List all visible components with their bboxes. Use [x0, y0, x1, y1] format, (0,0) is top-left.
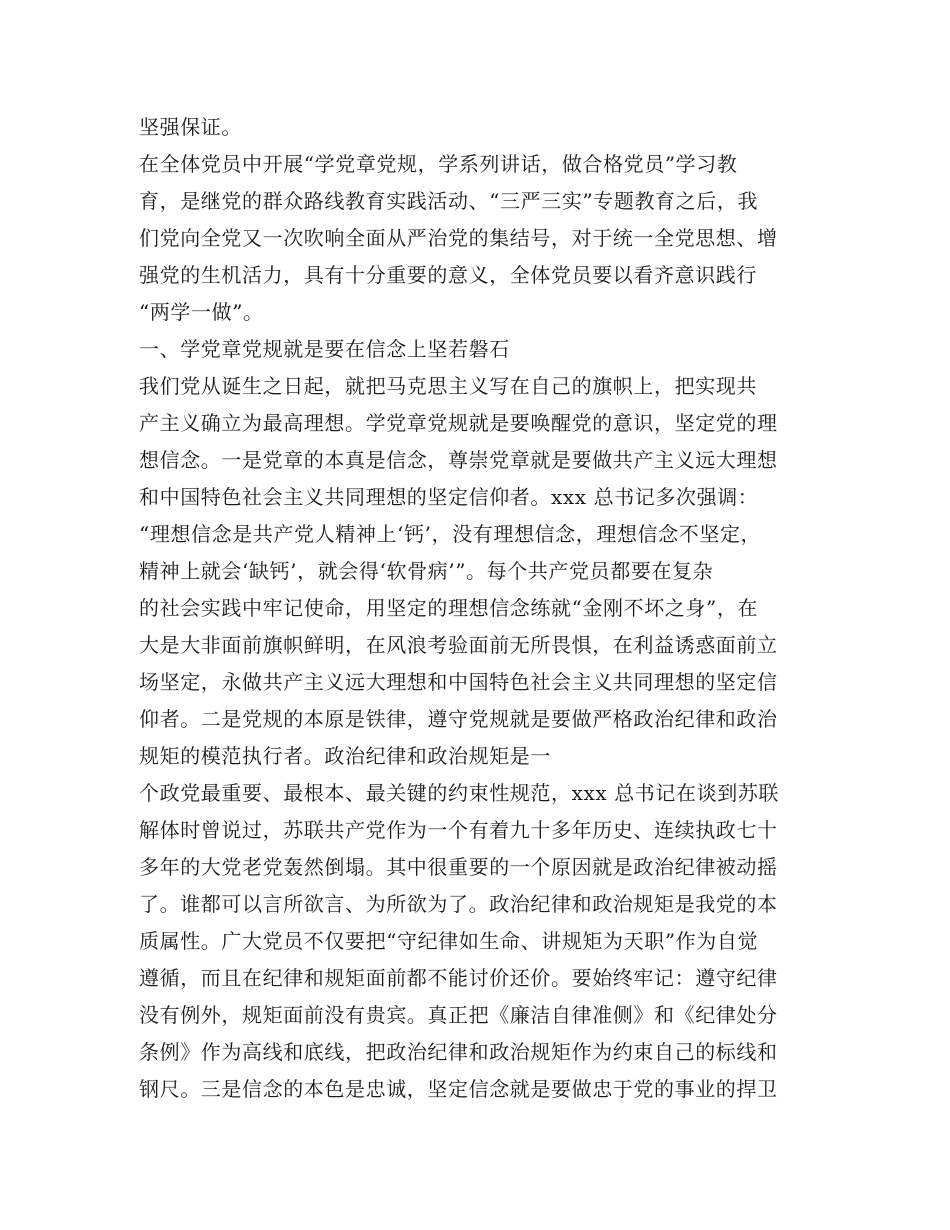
text-line: “理想信念是共产党人精神上‘钙’，没有理想信念，理想信念不坚定， — [139, 522, 762, 546]
text-line: 多年的大党老党轰然倒塌。其中很重要的一个原因就是政治纪律被动摇 — [139, 855, 778, 879]
text-line: 了。谁都可以言所欲言、为所欲为了。政治纪律和政治规矩是我党的本 — [139, 892, 778, 916]
text-line: 产主义确立为最高理想。学党章党规就是要唤醒党的意识，坚定党的理 — [139, 411, 778, 435]
text-line: 和中国特色社会主义共同理想的坚定信仰者。xxx 总书记多次强调： — [139, 485, 759, 509]
text-line: 的社会实践中牢记使命，用坚定的理想信念练就“金刚不坏之身”，在 — [139, 596, 759, 620]
text-line: 个政党最重要、最根本、最关键的约束性规范，xxx 总书记在谈到苏联 — [139, 781, 779, 805]
text-line: 没有例外，规矩面前没有贵宾。真正把《廉洁自律准侧》和《纪律处分 — [139, 1003, 778, 1027]
text-line: 精神上就会‘缺钙’，就会得‘软骨病’”。每个共产党员都要在复杂 — [139, 559, 714, 583]
text-line: 坚强保证。 — [139, 115, 242, 139]
text-line: 遵循，而且在纪律和规矩面前都不能讨价还价。要始终牢记：遵守纪律 — [139, 966, 778, 990]
text-line: 强党的生机活力，具有十分重要的意义，全体党员要以看齐意识践行 — [139, 263, 757, 287]
text-line: 大是大非面前旗帜鲜明，在风浪考验面前无所畏惧，在利益诱惑面前立 — [139, 633, 778, 657]
text-line: “两学一做”。 — [139, 300, 264, 324]
section-heading: 一、学党章党规就是要在信念上坚若磐石 — [139, 337, 510, 361]
text-line: 想信念。一是党章的本真是信念，尊崇党章就是要做共产主义远大理想 — [139, 448, 778, 472]
text-line: 们党向全党又一次吹响全面从严治党的集结号，对于统一全党思想、增 — [139, 226, 778, 250]
text-line: 育，是继党的群众路线教育实践活动、“三严三实”专题教育之后，我 — [139, 189, 759, 213]
text-line: 在全体党员中开展“学党章党规，学系列讲话，做合格党员”学习教 — [139, 152, 738, 176]
text-line: 钢尺。三是信念的本色是忠诚，坚定信念就是要做忠于党的事业的捍卫 — [139, 1077, 778, 1101]
text-line: 质属性。广大党员不仅要把“守纪律如生命、讲规矩为天职”作为自觉 — [139, 929, 759, 953]
text-line: 规矩的模范执行者。政治纪律和政治规矩是一 — [139, 744, 551, 768]
text-line: 条例》作为高线和底线，把政治纪律和政治规矩作为约束自己的标线和 — [139, 1040, 778, 1064]
text-line: 场坚定，永做共产主义远大理想和中国特色社会主义共同理想的坚定信 — [139, 670, 778, 694]
text-line: 仰者。二是党规的本原是铁律，遵守党规就是要做严格政治纪律和政治 — [139, 707, 778, 731]
text-line: 解体时曾说过，苏联共产党作为一个有着九十多年历史、连续执政七十 — [139, 818, 778, 842]
text-line: 我们党从诞生之日起，就把马克思主义写在自己的旗帜上，把实现共 — [139, 374, 757, 398]
